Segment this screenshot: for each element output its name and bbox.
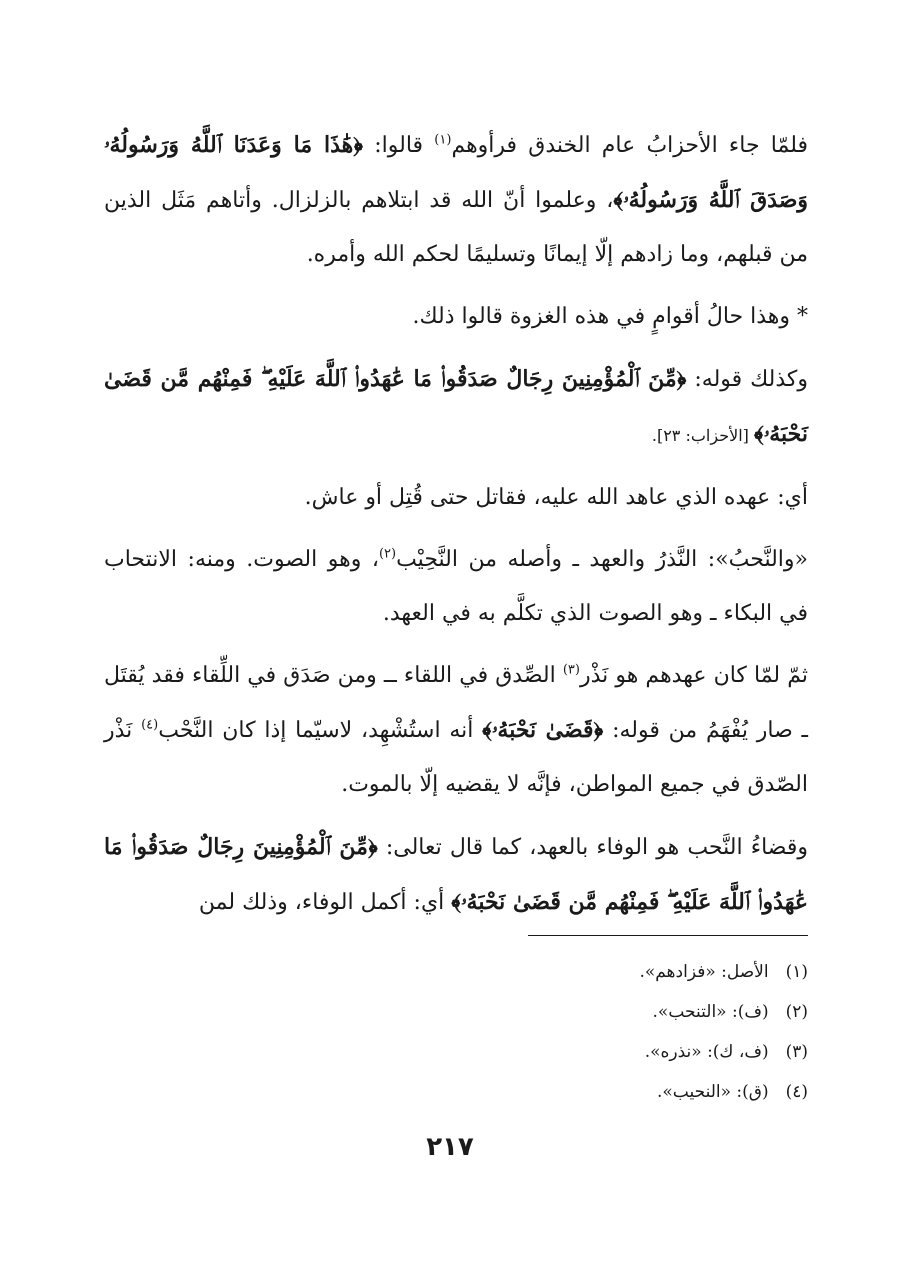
footnote-item	[104, 952, 808, 992]
paragraph-text: وقضاءُ النَّحب هو الوفاء بالعهد، كما قال تعالى:	[377, 835, 808, 860]
footnote-number: (٤)	[785, 1082, 808, 1102]
footnotes	[104, 952, 808, 1112]
footnote-item	[104, 1072, 808, 1112]
paragraph-text: أنه استُشْهِد، لاسيّما إذا كان النَّحْب	[158, 718, 483, 743]
quran-verse: ﴿مِّنَ ٱلْمُؤْمِنِينَ رِجَالٌ صَدَقُوا۟ مَا عَٰهَدُوا۟ ٱللَّهَ عَلَيْهِ ۖ فَمِنْهُم مَّن قَضَىٰ نَحْبَهُۥ﴾	[104, 366, 808, 447]
paragraph-text: «والنَّحبُ»: النَّذرُ والعهد ـ وأصله من النَّحِيْب	[396, 547, 808, 572]
footnote-number: (١)	[785, 962, 808, 982]
footnote-number: (٢)	[785, 1002, 808, 1022]
quran-verse: ﴿قَضَىٰ نَحْبَهُۥ﴾	[482, 717, 604, 743]
verse-reference: [الأحزاب: ٢٣].	[651, 426, 754, 445]
footnote-item	[104, 1032, 808, 1072]
page-number: ٢١٧	[426, 1132, 474, 1162]
paragraph-2	[104, 290, 808, 344]
footnote-marker: (١)	[434, 132, 452, 148]
footnote-text: (ق): «النحيب».	[656, 1082, 769, 1102]
paragraph-4	[104, 471, 808, 525]
paragraph-text: قالوا:	[363, 133, 435, 158]
paragraph-text: وكذلك قوله:	[686, 367, 808, 392]
footnote-divider	[528, 935, 808, 936]
footnote-marker: (٢)	[378, 546, 397, 562]
paragraph-7	[104, 820, 808, 930]
footnote-marker: (٤)	[141, 717, 159, 733]
paragraph-text: نَذْر الصّدق في جميع المواطن، فإنَّه لا يقضيه إلّا بالموت.	[104, 718, 808, 797]
paragraph-text: الصِّدق في اللقاء ــ ومن صَدَق في اللِّقاء فقد يُقتَل ـ صار يُفْهَمُ من قوله:	[104, 663, 808, 743]
footnote-marker: (٣)	[562, 662, 580, 678]
quran-verse: ﴿مِّنَ ٱلْمُؤْمِنِينَ رِجَالٌ صَدَقُوا۟ مَا عَٰهَدُوا۟ ٱللَّهَ عَلَيْهِ ۖ فَمِنْهُم مَّن قَضَىٰ نَحْبَهُۥ﴾	[104, 834, 808, 915]
footnote-text: الأصل: «فزادهم».	[639, 962, 769, 982]
footnote-text: (ف، ك): «نذره».	[644, 1042, 769, 1062]
paragraph-text: ، وعلموا أنّ الله قد ابتلاهم بالزلزال. وأتاهم مَثَل الذين من قبلهم، وما زادهم إلّا إيمانًا وتسليمًا لحكم الله وأمره.	[104, 188, 808, 267]
paragraph-text: ثمّ لمّا كان عهدهم هو نَذْر	[579, 663, 808, 688]
paragraph-text: أي: أكمل الوفاء، وذلك لمن	[198, 890, 452, 915]
quran-verse: ﴿هَٰذَا مَا وَعَدَنَا ٱللَّهُ وَرَسُولُهُۥ وَصَدَقَ ٱللَّهُ وَرَسُولُهُۥ﴾	[104, 132, 808, 213]
main-text	[104, 118, 808, 938]
paragraph-text: فلمّا جاء الأحزابُ عام الخندق فرأوهم	[451, 133, 808, 158]
footnote-text: (ف): «التنحب».	[652, 1002, 769, 1022]
paragraph-3	[104, 352, 808, 463]
footnote-number: (٣)	[785, 1042, 808, 1062]
paragraph-1	[104, 118, 808, 282]
paragraph-text: * وهذا حالُ أقوامٍ في هذه الغزوة قالوا ذلك.	[412, 304, 808, 329]
paragraph-6	[104, 649, 808, 812]
paragraph-text: ، وهو الصوت. ومنه: الانتحاب في البكاء ـ وهو الصوت الذي تكلَّم به في العهد.	[104, 547, 808, 626]
paragraph-text: أي: عهده الذي عاهد الله عليه، فقاتل حتى قُتِل أو عاش.	[304, 485, 808, 510]
paragraph-5	[104, 533, 808, 641]
footnote-item	[104, 992, 808, 1032]
